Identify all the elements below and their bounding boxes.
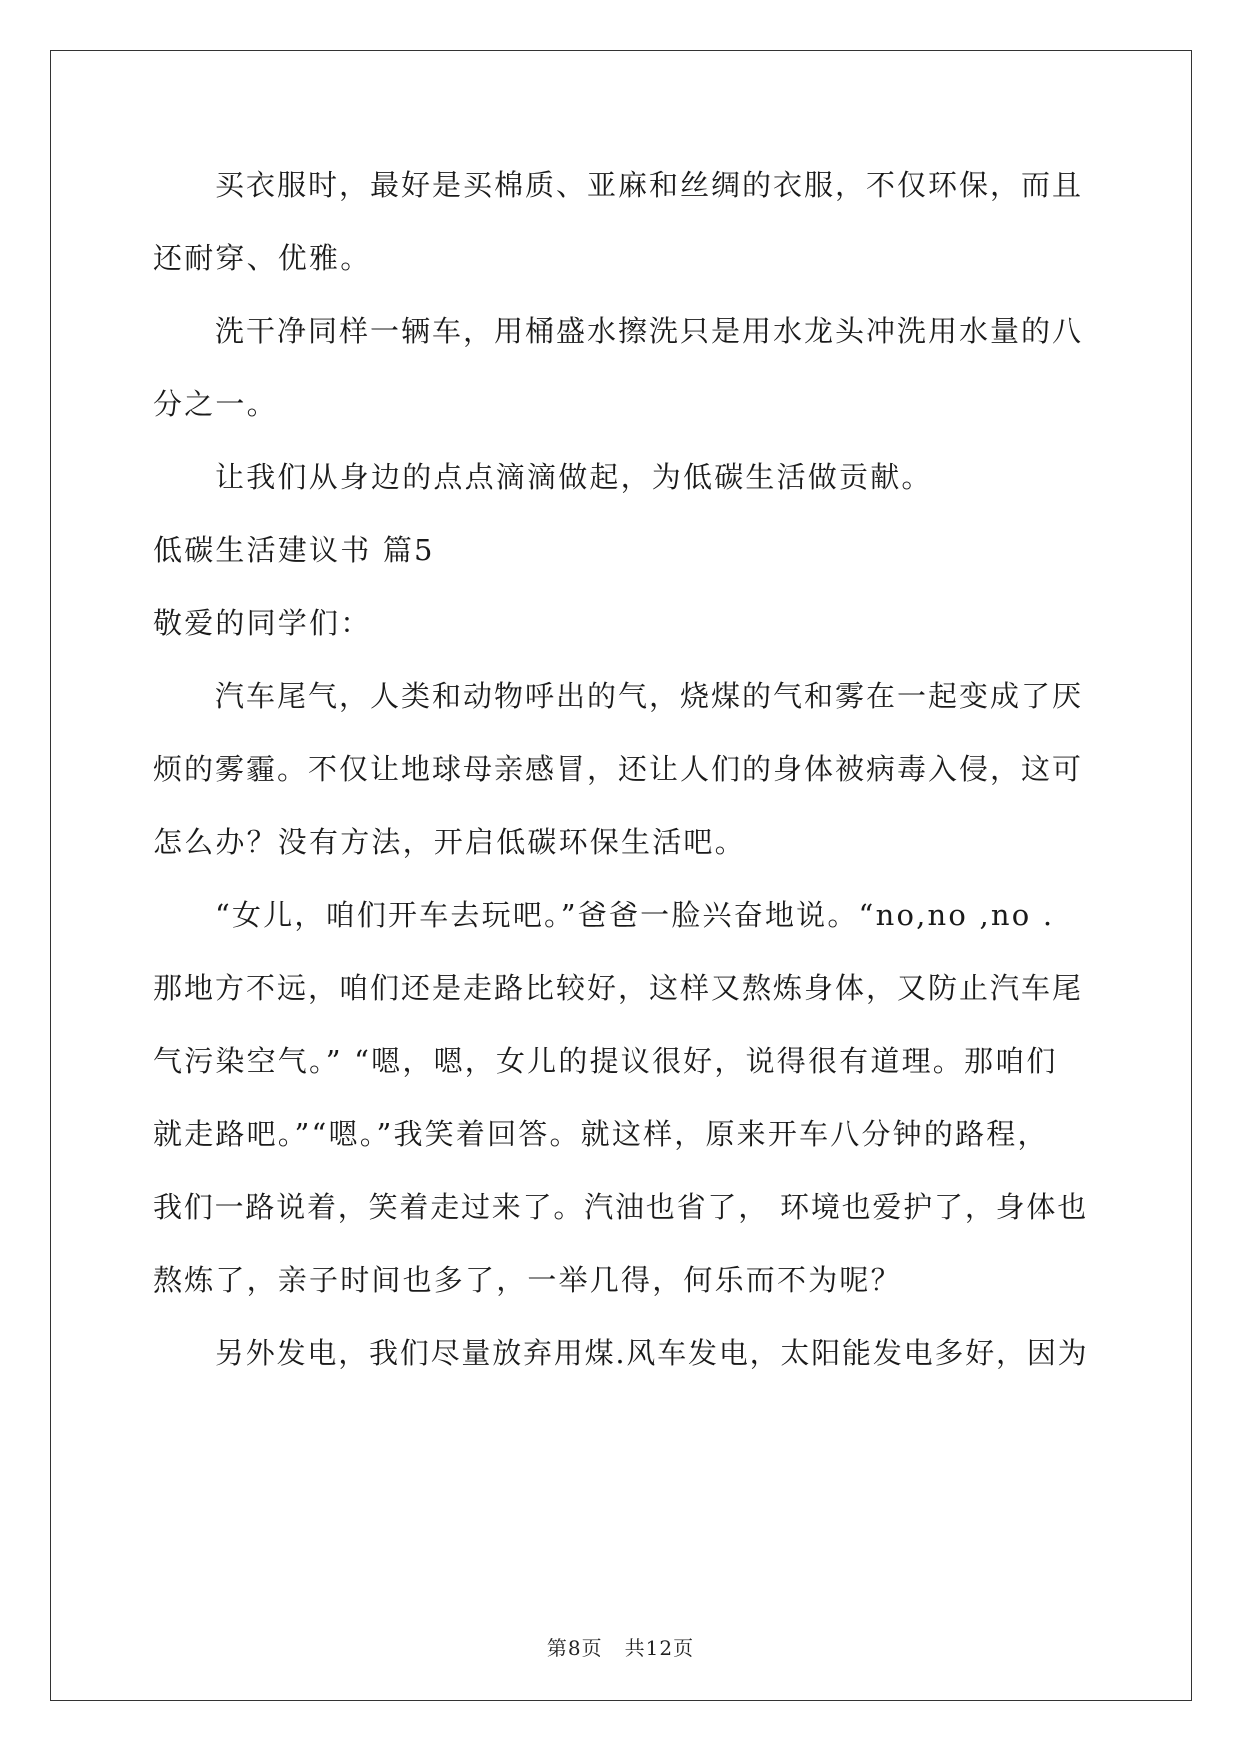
page-number: 第8页 <box>546 1636 603 1660</box>
paragraph-line: 另外发电，我们尽量放弃用煤.风车发电，太阳能发电多好，因为 <box>215 1336 1089 1370</box>
paragraph-line: 汽车尾气，人类和动物呼出的气，烧煤的气和雾在一起变成了厌 <box>215 679 1084 713</box>
paragraph-line: 洗干净同样一辆车，用桶盛水擦洗只是用水龙头冲洗用水量的八 <box>215 314 1084 348</box>
paragraph-line: 还耐穿、优雅。 <box>153 241 372 275</box>
paragraph-line: 气污染空气。” “嗯，嗯，女儿的提议很好，说得很有道理。那咱们 <box>153 1044 1058 1078</box>
paragraph-line: 熬炼了，亲子时间也多了，一举几得，何乐而不为呢？ <box>153 1263 902 1297</box>
page-total: 共12页 <box>624 1636 695 1660</box>
page-footer <box>0 1632 1241 1661</box>
paragraph-line: “女儿，咱们开车去玩吧。”爸爸一脸兴奋地说。“no,no ,no . <box>215 898 1055 932</box>
paragraph-line: 那地方不远，咱们还是走路比较好，这样又熬炼身体，又防止汽车尾 <box>153 971 1084 1005</box>
salutation: 敬爱的同学们： <box>153 606 372 640</box>
paragraph-line: 烦的雾霾。不仅让地球母亲感冒，还让人们的身体被病毒入侵，这可 <box>153 752 1084 786</box>
paragraph-line: 就走路吧。”“嗯。”我笑着回答。就这样，原来开车八分钟的路程， <box>153 1117 1049 1151</box>
paragraph-line: 让我们从身边的点点滴滴做起，为低碳生活做贡献。 <box>215 460 933 494</box>
paragraph-line: 怎么办？没有方法，开启低碳环保生活吧。 <box>153 825 746 859</box>
paragraph-line: 买衣服时，最好是买棉质、亚麻和丝绸的衣服，不仅环保，而且 <box>215 168 1084 202</box>
section-heading: 低碳生活建议书 篇5 <box>153 533 435 567</box>
paragraph-line: 分之一。 <box>153 387 278 421</box>
page-border <box>50 50 1192 1701</box>
paragraph-line: 我们一路说着，笑着走过来了。汽油也省了， 环境也爱护了，身体也 <box>153 1190 1089 1224</box>
